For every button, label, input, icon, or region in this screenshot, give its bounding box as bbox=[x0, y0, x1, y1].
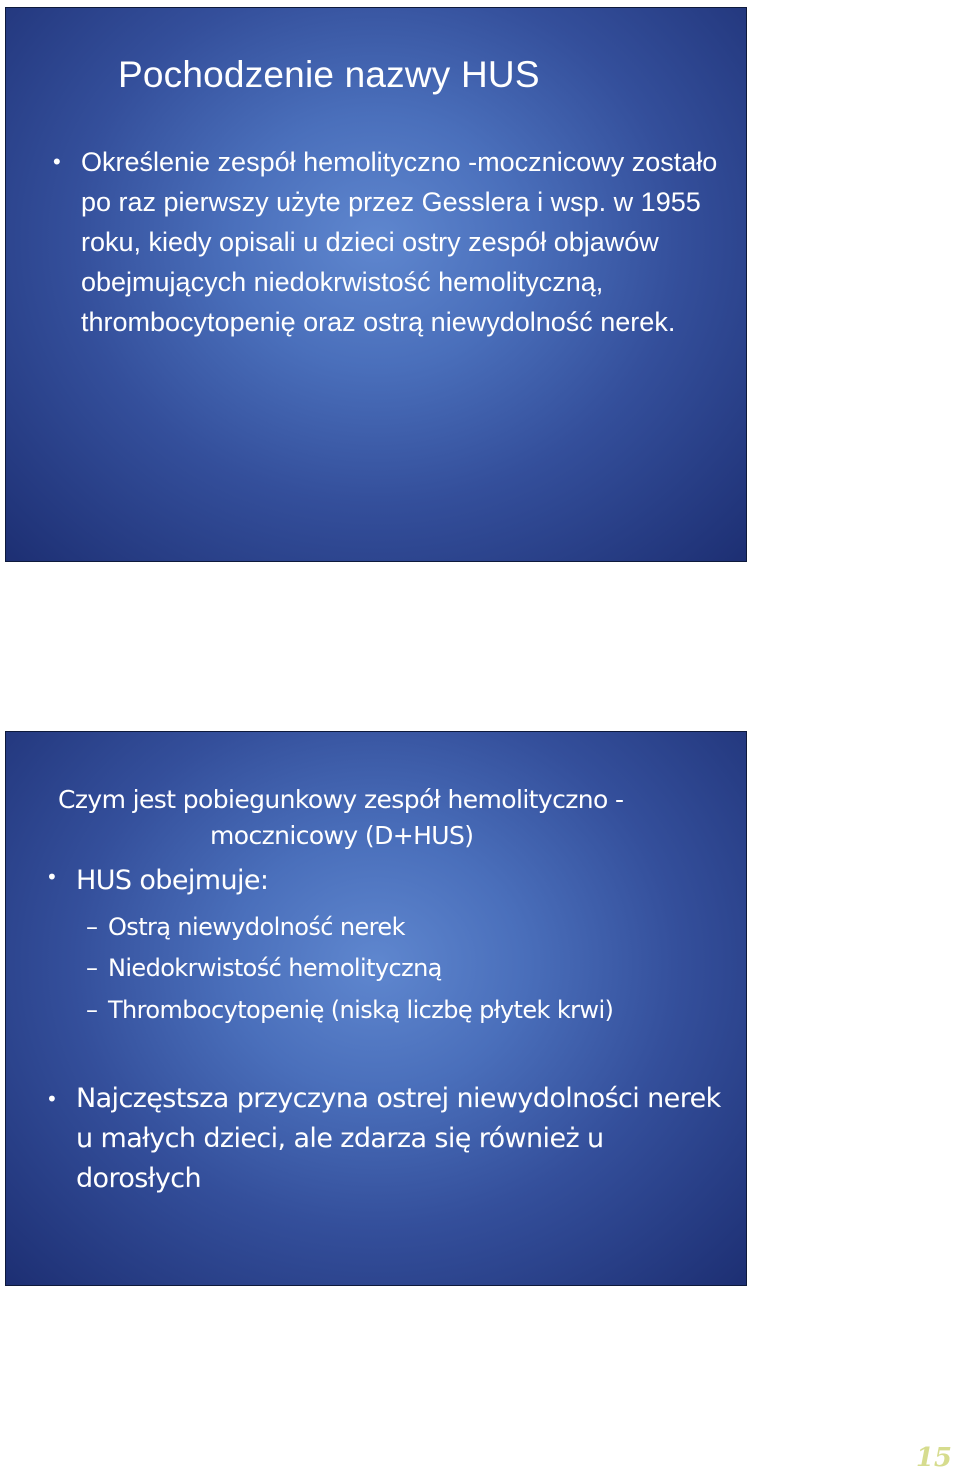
sub-item bbox=[86, 954, 442, 982]
sub-item-text: Thrombocytopenię (niską liczbę płytek krwi) bbox=[108, 996, 614, 1024]
slide-2-bullet-1 bbox=[46, 865, 269, 896]
dash-icon: – bbox=[86, 954, 98, 982]
sub-item-text: Ostrą niewydolność nerek bbox=[108, 913, 405, 941]
slide-2-bullet-2-text: Najczęstsza przyczyna ostrej niewydolności nerek u małych dzieci, ale zdarza się również u dorosłych bbox=[76, 1083, 721, 1194]
slide-1-bullet bbox=[53, 142, 731, 342]
bullet-icon: • bbox=[46, 865, 58, 889]
slide-1 bbox=[5, 7, 747, 562]
slide-2-title bbox=[58, 782, 718, 854]
slide-1-title: Pochodzenie nazwy HUS bbox=[118, 54, 540, 95]
sub-item bbox=[86, 996, 613, 1024]
slide-2-bullet-2 bbox=[46, 1079, 726, 1199]
slide-2-title-line-1: Czym jest pobiegunkowy zespół hemolityczno - bbox=[58, 785, 624, 814]
sub-item-text: Niedokrwistość hemolityczną bbox=[108, 954, 442, 982]
bullet-icon: • bbox=[53, 149, 61, 174]
dash-icon: – bbox=[86, 913, 98, 941]
bullet-icon: • bbox=[46, 1087, 58, 1111]
dash-icon: – bbox=[86, 996, 98, 1024]
slide-2-title-line-2: mocznicowy (D+HUS) bbox=[210, 821, 474, 850]
slide-1-bullet-text: Określenie zespół hemolityczno -mocznicowy zostało po raz pierwszy użyte przez Gesslera i wsp. w 1955 roku, kiedy opisali u dzieci ostry zespół objawów obejmujących niedokrwistość hemolityczną, thrombocytopenię oraz ostrą niewydolność nerek. bbox=[81, 147, 718, 337]
page-number: 15 bbox=[915, 1443, 952, 1473]
sub-item bbox=[86, 913, 405, 941]
slide-2 bbox=[5, 731, 747, 1286]
slide-2-bullet-1-text: HUS obejmuje: bbox=[76, 865, 269, 896]
